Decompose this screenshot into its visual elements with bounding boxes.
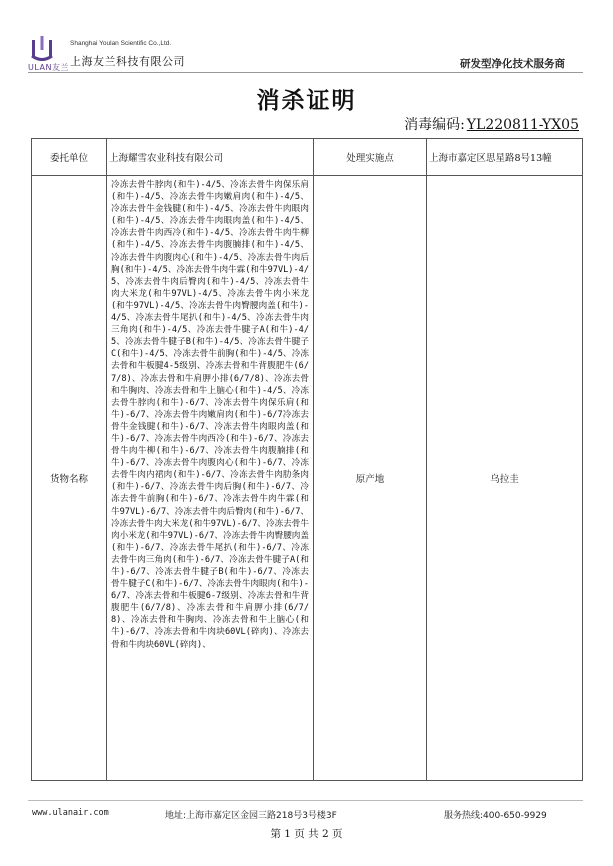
- client-value: 上海耀雪农业科技有限公司: [107, 139, 314, 176]
- site-label: 处理实施点: [314, 139, 427, 176]
- letterhead: [0, 0, 613, 80]
- origin-label: 原产地: [314, 176, 427, 781]
- footer-address: 地址:上海市嘉定区金园三路218号3号楼3F: [165, 811, 337, 821]
- document-title: 消杀证明: [256, 87, 357, 114]
- table-row: [32, 176, 583, 781]
- goods-list: 冷冻去骨牛脖肉(和牛)-4/5、冷冻去骨牛肉保乐肩(和牛)-4/5、冷冻去骨牛肉嫩肩肉(和牛)-4/5、冷冻去骨牛金钱腱(和牛)-4/5、冷冻去骨牛肉眼肉(和牛)-4/5、冷冻去骨牛肉眼肉盖(和牛)-4/5、冷冻去骨牛肉西冷(和牛)-4/5、冷冻去骨牛肉牛柳(和牛)-4/5、冷冻去骨牛肉腹腩排(和牛)-4/5、冷冻去骨牛肉腹肉心(和牛)-4/5、冷冻去骨牛肉后胸(和牛)-4/5、冷冻去骨牛肉牛霖(和牛97VL)-4/5、冷冻去骨牛肉后臀肉(和牛)-4/5、冷冻去骨牛肉大米龙(和牛97VL)-4/5、冷冻去骨牛肉小米龙(和牛97VL)-4/5、冷冻去骨牛肉臀腰肉盖(和牛)-4/5、冷冻去骨牛尾扒(和牛)-4/5、冷冻去骨牛肉三角肉(和牛)-4/5、冷冻去骨牛腱子A(和牛)-4/5、冷冻去骨牛腱子B(和牛)-4/5、冷冻去骨牛腱子C(和牛)-4/5、冷冻去骨牛前胸(和牛)-4/5、冷冻去骨和牛板腱4-5级别、冷冻去骨和牛背腹肥牛(6/7/8)、冷冻去骨和牛肩胛小排(6/7/8)、冷冻去骨和牛胸肉、冷冻去骨和牛上脑心(和牛)-4/5、冷冻去骨牛脖肉(和牛)-6/7、冷冻去骨牛肉保乐肩(和牛)-6/7、冷冻去骨牛肉嫩肩肉(和牛)-6/7冷冻去骨牛金钱腱(和牛)-6/7、冷冻去骨牛肉眼肉盖(和牛)-6/7、冷冻去骨牛肉西冷(和牛)-6/7、冷冻去骨牛肉牛柳(和牛)-6/7、冷冻去骨牛肉腹腩排(和牛)-6/7、冷冻去骨牛肉腹肉心(和牛)-6/7、冷冻去骨牛肉内裙肉(和牛)-6/7、冷冻去骨牛肉肋条肉(和牛)-6/7、冷冻去骨牛肉后胸(和牛)-6/7、冷冻去骨牛前胸(和牛)-6/7、冷冻去骨牛肉牛霖(和牛97VL)-6/7、冷冻去骨牛肉后臀肉(和牛)-6/7、冷冻去骨牛肉大米龙(和牛97VL)-6/7、冷冻去骨牛肉小米龙(和牛97VL)-6/7、冷冻去骨牛肉臀腰肉盖(和牛)-6/7、冷冻去骨牛尾扒(和牛)-6/7、冷冻去骨牛肉三角肉(和牛)-6/7、冷冻去骨牛腱子A(和牛)-6/7、冷冻去骨牛腱子B(和牛)-6/7、冷冻去骨牛腱子C(和牛)-6/7、冷冻去骨牛肉眼肉(和牛)-6/7、冷冻去骨和牛板腱6-7级别、冷冻去骨和牛背腹肥牛(6/7/8)、冷冻去骨和牛肩胛小排(6/7/8)、冷冻去骨和牛胸肉、冷冻去骨和牛上脑心(和牛)-6/7、冷冻去骨和牛肉块60VL(碎肉)、冷冻去骨和牛肉块60VL(碎肉)、: [107, 176, 314, 781]
- page-number: 第 1 页 共 2 页: [270, 828, 343, 840]
- company-slogan: 研发型净化技术服务商: [460, 58, 565, 70]
- footer-hotline: 服务热线:400-650-9929: [444, 811, 547, 821]
- code-label: 消毒编码:: [404, 117, 465, 133]
- origin-value: 乌拉圭: [427, 176, 583, 781]
- table-row: [32, 139, 583, 176]
- footer-website[interactable]: www.ulanair.com: [32, 808, 109, 818]
- client-label: 委托单位: [32, 139, 107, 176]
- code-value: YL220811-YX05: [466, 117, 579, 133]
- footer-divider: [28, 800, 583, 801]
- site-value: 上海市嘉定区思星路8号13幢: [427, 139, 583, 176]
- company-name-en: Shanghai Youlan Scientific Co.,Ltd.: [70, 40, 172, 47]
- certificate-table: [31, 138, 583, 781]
- company-name-cn: 上海友兰科技有限公司: [70, 55, 185, 68]
- disinfection-code: [404, 114, 579, 134]
- logo-text: ULAN友兰: [28, 63, 69, 72]
- ulan-logo-icon: [30, 36, 54, 62]
- header-divider: [28, 72, 583, 73]
- goods-label: 货物名称: [32, 176, 107, 781]
